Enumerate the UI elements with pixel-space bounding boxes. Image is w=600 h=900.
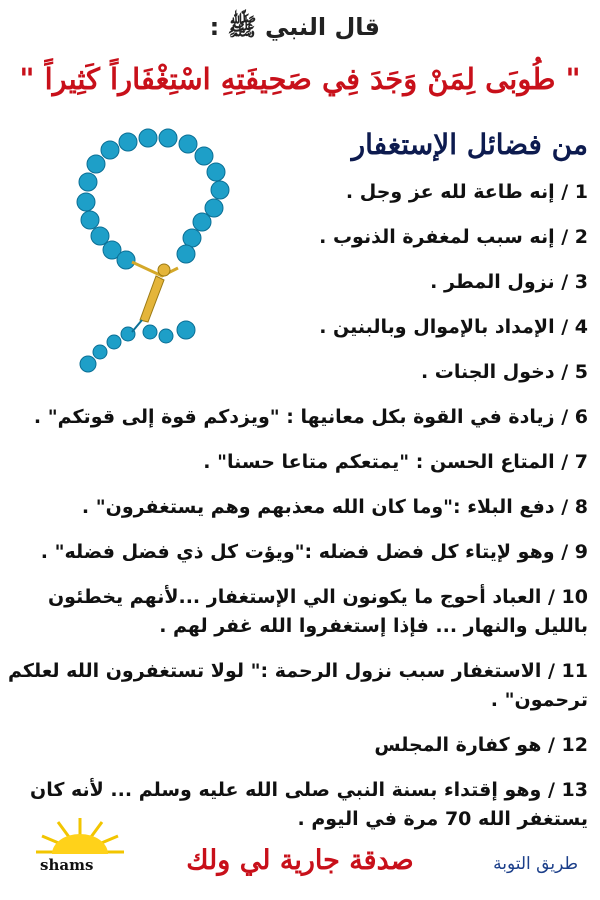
item-number: 12	[561, 734, 588, 756]
item-number: 5	[574, 361, 588, 383]
list-item: 6 / زيادة في القوة بكل معانيها : "ويزدكم قوة إلى قوتكم" .	[33, 406, 588, 428]
item-number: 1	[574, 181, 588, 203]
item-number: 3	[574, 271, 588, 293]
item-text: الإمداد بالإموال وبالبنين .	[319, 316, 555, 338]
item-number: 2	[574, 226, 588, 248]
item-number: 9	[574, 541, 588, 563]
logo: طريق التوبة	[493, 854, 578, 874]
list-item: 2 / إنه سبب لمغفرة الذنوب .	[319, 226, 588, 248]
item-text: وهو إقتداء بسنة النبي صلى الله عليه وسلم ... لأنه كان يستغفر الله 70 مرة في اليوم .	[30, 779, 588, 830]
item-text: زيادة في القوة بكل معانيها : "ويزدكم قوة إلى قوتكم" .	[33, 406, 555, 428]
item-text: دخول الجنات .	[420, 361, 555, 383]
list-item: 3 / نزول المطر .	[430, 271, 588, 293]
item-number: 6	[574, 406, 588, 428]
item-text: نزول المطر .	[430, 271, 555, 293]
list-item: 12 / هو كفارة المجلس	[374, 734, 588, 756]
item-number: 7	[574, 451, 588, 473]
item-text: المتاع الحسن : "يمتعكم متاعا حسنا" .	[203, 451, 555, 473]
item-text: دفع البلاء :"وما كان الله معذبهم وهم يستغفرون" .	[81, 496, 555, 518]
shams-label: shams	[40, 856, 94, 874]
list-item: 13 / وهو إقتداء بسنة النبي صلى الله عليه وسلم ... لأنه كان يستغفر الله 70 مرة في اليوم .	[30, 779, 588, 830]
list-item: 7 / المتاع الحسن : "يمتعكم متاعا حسنا" .	[203, 451, 588, 473]
item-number: 4	[574, 316, 588, 338]
item-number: 8	[574, 496, 588, 518]
list-item: 5 / دخول الجنات .	[420, 361, 588, 383]
item-number: 11	[561, 660, 588, 682]
list-item: 10 / العباد أحوج ما يكونون الي الإستغفار ...لأنهم يخطئون بالليل والنهار ... فإذا إستغفروا الله غفر لهم .	[47, 586, 588, 637]
virtues-list	[8, 178, 588, 850]
list-item: 8 / دفع البلاء :"وما كان الله معذبهم وهم يستغفرون" .	[81, 496, 588, 518]
list-item: 9 / وهو لإيتاء كل فضل فضله :"ويؤت كل ذي فضل فضله" .	[40, 541, 588, 563]
item-text: إنه سبب لمغفرة الذنوب .	[319, 226, 555, 248]
list-item: 1 / إنه طاعة لله عز وجل .	[345, 181, 588, 203]
list-item: 11 / الاستغفار سبب نزول الرحمة :" لولا تستغفرون الله لعلكم ترحمون" .	[8, 660, 588, 711]
item-text: هو كفارة المجلس	[374, 734, 542, 756]
list-item: 4 / الإمداد بالإموال وبالبنين .	[319, 316, 588, 338]
item-text: العباد أحوج ما يكونون الي الإستغفار ...لأنهم يخطئون بالليل والنهار ... فإذا إستغفروا الله غفر لهم .	[47, 586, 588, 637]
hadith-text: " طُوبَى لِمَنْ وَجَدَ فِي صَحِيفَتِهِ اسْتِغْفَاراً كَثِيراً "	[19, 62, 581, 96]
item-number: 10	[561, 586, 588, 608]
section-title: من فضائل الإستغفار	[351, 128, 588, 161]
item-text: وهو لإيتاء كل فضل فضله :"ويؤت كل ذي فضل فضله" .	[40, 541, 555, 563]
footer-slogan: صدقة جارية لي ولك	[186, 845, 414, 876]
item-text: إنه طاعة لله عز وجل .	[345, 181, 555, 203]
item-number: 13	[561, 779, 588, 801]
intro-text: قال النبي ﷺ :	[209, 13, 380, 41]
item-text: الاستغفار سبب نزول الرحمة :" لولا تستغفرون الله لعلكم ترحمون" .	[8, 660, 588, 711]
